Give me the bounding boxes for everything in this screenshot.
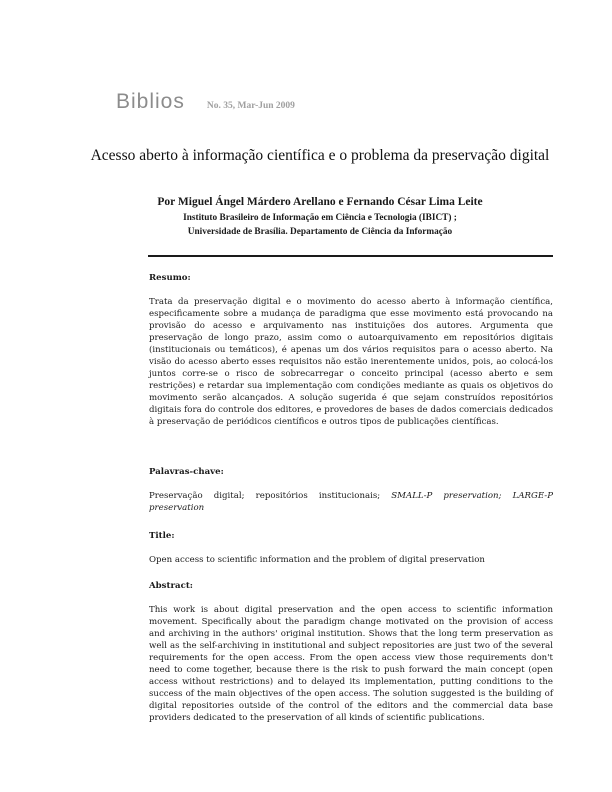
section-divider [148, 255, 553, 257]
resumo-text: Trata da preservação digital e o movimento do acesso aberto à informação científica, especificamente sobre a mudança de paradigma que esse movimento está provocando na provisão do acesso e arquivamento nas instituições dos autores. Argumenta que preservação de longo prazo, assim como o autoarquivamento em repositórios digitais (institucionais ou temáticos), é apenas um dos vários requisitos para o acesso aberto. Na visão do acesso aberto esses requisitos não estão inerentemente unidos, pois, ao colocá-los juntos corre-se o risco de sobrecarregar o conceito principal (acesso aberto e sem restrições) e retardar sua implementação com condições mediante as quais os objetivos do movimento serão alcançados. A solução sugerida é que sejam construídos repositórios digitais fora do controle dos editores, e provedores de bases de dados comerciais dedicados à preservação de periódicos científicos e outros tipos de publicações científicas. [149, 297, 553, 427]
issue-info: No. 35, Mar-Jun 2009 [206, 101, 295, 111]
journal-logo: Biblios [116, 90, 185, 113]
title-en-text: Open access to scientific information and the problem of digital preservation [149, 555, 485, 565]
keywords-plain: Preservação digital; repositórios institucionais; [149, 491, 392, 501]
article-authors: Por Miguel Ángel Márdero Arellano e Fernando César Lima Leite [157, 196, 483, 208]
affiliation-line: Instituto Brasileiro de Informação em Ciência e Tecnologia (IBICT) ; [183, 213, 457, 223]
abstract-text: This work is about digital preservation and the open access to scientific information movement. Specifically about the paradigm change motivated on the provision of access and archiving in the authors' original institution. Shows that the long term preservation as well as the self-archiving in institutional and subject repositories are just two of the several requirements for the open access. From the open access view those requirements don't need to come together, because there is the risk to push forward the main concept (open access without restrictions) and to delayed its implementation, putting conditions to the success of the main objectives of the open access. The solution suggested is the building of digital repositories outside of the control of the editors and the commercial data base providers dedicated to the preservation of all kinds of scientific publications. [149, 605, 553, 723]
keywords-italic: SMALL-P preservation; LARGE-P preservation [149, 491, 553, 513]
affiliation-line: Universidade de Brasília. Departamento de Ciência da Informação [187, 227, 453, 237]
article-title: Acesso aberto à informação científica e o problema da preservação digital [90, 147, 550, 164]
author-affiliations [90, 211, 550, 239]
abstract-label: Abstract: [149, 581, 193, 591]
resumo-label: Resumo: [149, 273, 191, 283]
keywords-label: Palavras-chave: [149, 467, 224, 477]
journal-header [116, 90, 295, 114]
title-en-label: Title: [149, 531, 175, 541]
keywords-text [149, 490, 553, 514]
